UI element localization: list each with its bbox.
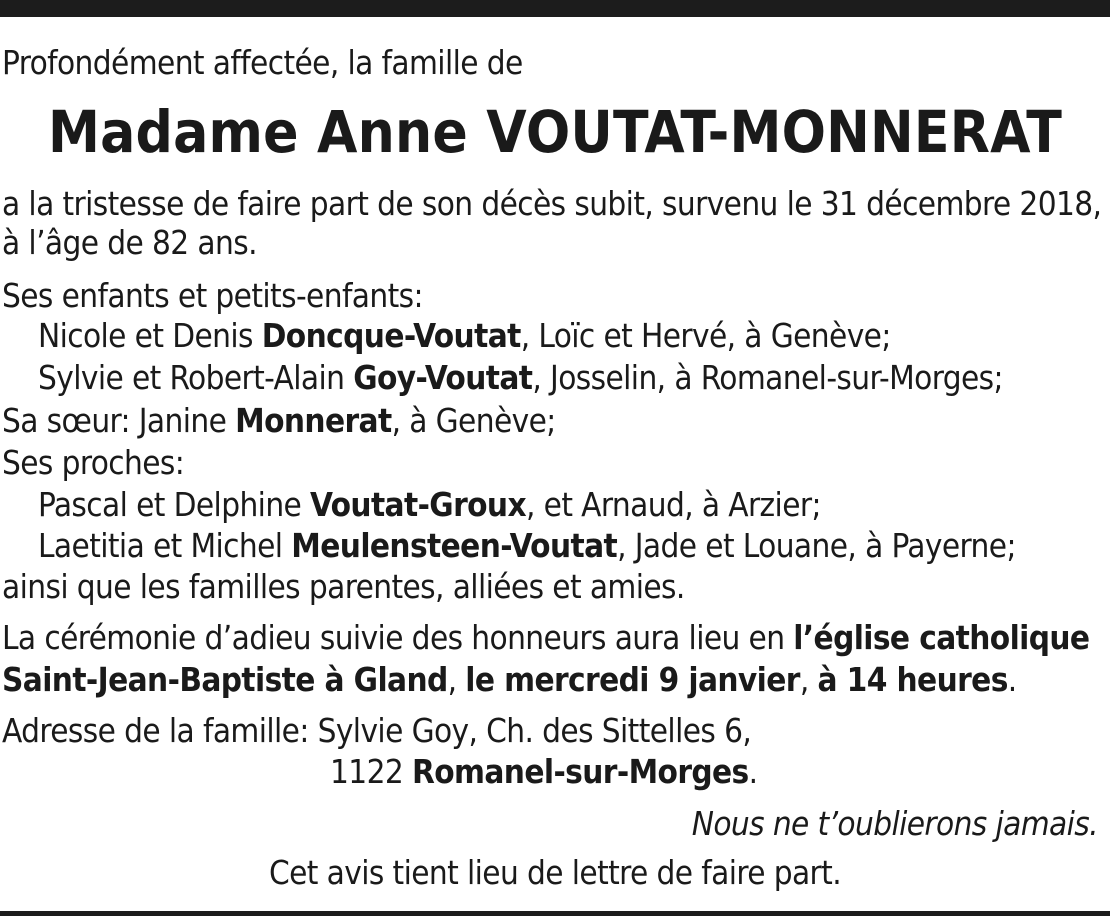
ceremony-line-1: La cérémonie d’adieu suivie des honneurs aura lieu en l’église catholique — [2, 618, 1090, 657]
family-entry: Laetitia et Michel Meulensteen-Voutat, Jade et Louane, à Payerne; — [38, 526, 1016, 565]
ceremony-line-2: Saint-Jean-Baptiste à Gland, le mercredi 9 janvier, à 14 heures. — [2, 660, 1017, 699]
relatives-line: ainsi que les familles parentes, alliées et amies. — [2, 567, 685, 606]
deceased-name-title: Madame Anne VOUTAT-MONNERAT — [48, 98, 1063, 166]
family-surname: Meulensteen-Voutat — [291, 526, 618, 565]
closing-quote: Nous ne t’oublierons jamais. — [691, 804, 1098, 843]
ceremony-place: l’église catholique — [793, 618, 1090, 657]
family-entry: Sylvie et Robert-Alain Goy-Voutat, Josselin, à Romanel-sur-Morges; — [38, 358, 1003, 397]
family-address-line-1: Adresse de la famille: Sylvie Goy, Ch. des Sittelles 6, — [2, 711, 752, 750]
close-relatives-heading: Ses proches: — [2, 443, 185, 482]
family-entry: Pascal et Delphine Voutat-Groux, et Arnaud, à Arzier; — [38, 485, 821, 524]
children-heading: Ses enfants et petits-enfants: — [2, 276, 423, 315]
family-entry: Nicole et Denis Doncque-Voutat, Loïc et Hervé, à Genève; — [38, 316, 891, 355]
family-surname: Goy-Voutat — [353, 358, 533, 397]
bottom-rule — [0, 911, 1110, 916]
family-surname: Voutat-Groux — [310, 485, 526, 524]
family-address-line-2: 1122 Romanel-sur-Morges. — [330, 752, 758, 791]
ceremony-place: Saint-Jean-Baptiste à Gland — [2, 660, 448, 699]
family-surname: Monnerat — [235, 401, 392, 440]
sister-entry: Sa sœur: Janine Monnerat, à Genève; — [2, 401, 556, 440]
notice-footer: Cet avis tient lieu de lettre de faire part. — [268, 853, 842, 892]
address-city: Romanel-sur-Morges — [411, 752, 749, 791]
intro-text: Profondément affectée, la famille de — [2, 43, 523, 82]
family-surname: Doncque-Voutat — [261, 316, 521, 355]
top-rule — [0, 0, 1110, 17]
announcement-line-1: a la tristesse de faire part de son décès subit, survenu le 31 décembre 2018, — [2, 184, 1102, 223]
ceremony-date: le mercredi 9 janvier — [465, 660, 800, 699]
announcement-line-2: à l’âge de 82 ans. — [2, 223, 257, 262]
ceremony-time: à 14 heures — [817, 660, 1008, 699]
